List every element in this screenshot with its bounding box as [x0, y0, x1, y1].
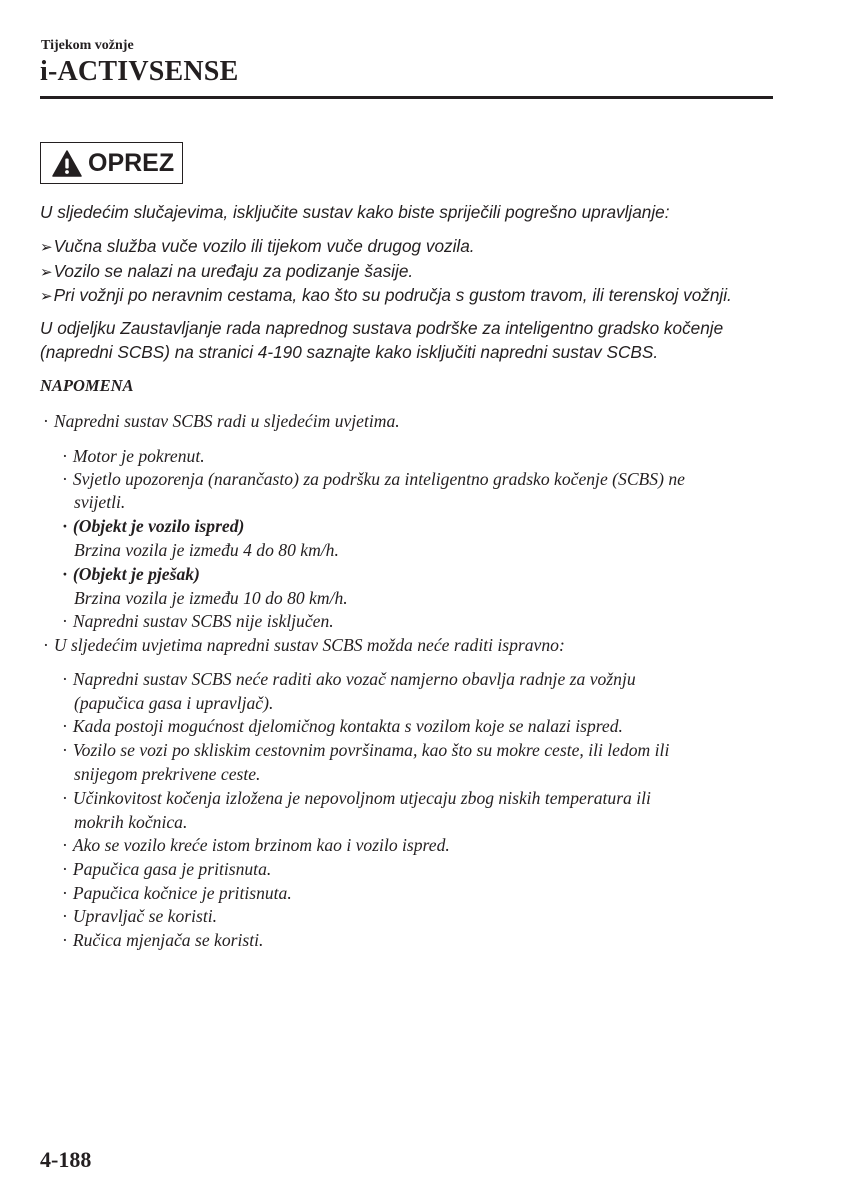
note-continuation: Brzina vozila je između 4 do 80 km/h.: [74, 540, 339, 560]
note-bullet: · Napredni sustav SCBS radi u sljedećim uvjetima.: [43, 411, 400, 431]
note-continuation: Brzina vozila je između 10 do 80 km/h.: [74, 588, 348, 608]
note-subbullet: · Ručica mjenjača se koristi.: [62, 930, 264, 950]
note-label: NAPOMENA: [40, 376, 134, 395]
caution-label: OPREZ: [88, 148, 175, 177]
caution-intro: U sljedećim slučajevima, isključite sustav kako biste spriječili pogrešno upravljanje:: [40, 202, 670, 222]
caution-reference-line: (napredni SCBS) na stranici 4-190 saznajte kako isključiti napredni sustav SCBS.: [40, 342, 659, 362]
note-subbullet: · Učinkovitost kočenja izložena je nepovoljnom utjecaju zbog niskih temperatura ili: [62, 788, 651, 808]
caution-item: ➢Pri vožnji po neravnim cestama, kao što su područja s gustom travom, ili terenskoj vožnji.: [40, 285, 732, 305]
note-subbullet: · Napredni sustav SCBS neće raditi ako vozač namjerno obavlja radnje za vožnju: [62, 669, 636, 689]
note-subbullet: · Motor je pokrenut.: [62, 446, 205, 466]
note-continuation: (papučica gasa i upravljač).: [74, 693, 274, 713]
caution-reference-line: U odjeljku Zaustavljanje rada naprednog sustava podrške za inteligentno gradsko kočenje: [40, 318, 724, 338]
note-subbullet: · Svjetlo upozorenja (narančasto) za podršku za inteligentno gradsko kočenje (SCBS) ne: [62, 469, 685, 489]
note-subbullet: · Vozilo se vozi po skliskim cestovnim površinama, kao što su mokre ceste, ili ledom ili: [62, 740, 670, 760]
note-subbullet: · (Objekt je pješak): [62, 564, 200, 584]
note-continuation: mokrih kočnica.: [74, 812, 188, 832]
note-bullet: · U sljedećim uvjetima napredni sustav SCBS možda neće raditi ispravno:: [43, 635, 565, 655]
warning-triangle-icon: [52, 150, 82, 177]
page-number: 4-188: [40, 1147, 92, 1172]
heading-rule: [40, 96, 773, 99]
section-label: Tijekom vožnje: [41, 38, 134, 53]
note-subbullet: · Napredni sustav SCBS nije isključen.: [62, 611, 334, 631]
caution-item: ➢Vučna služba vuče vozilo ili tijekom vuče drugog vozila.: [40, 236, 475, 256]
note-subbullet: · Papučica gasa je pritisnuta.: [62, 859, 272, 879]
note-continuation: snijegom prekrivene ceste.: [74, 764, 261, 784]
note-subbullet: · (Objekt je vozilo ispred): [62, 516, 245, 536]
note-continuation: svijetli.: [74, 492, 126, 512]
note-subbullet: · Papučica kočnice je pritisnuta.: [62, 883, 292, 903]
note-subbullet: · Upravljač se koristi.: [62, 906, 218, 926]
caution-box: [40, 142, 183, 184]
note-subbullet: · Ako se vozilo kreće istom brzinom kao i vozilo ispred.: [62, 835, 450, 855]
caution-item: ➢Vozilo se nalazi na uređaju za podizanje šasije.: [40, 261, 414, 281]
page-title: i-ACTIVSENSE: [40, 56, 239, 87]
note-subbullet: · Kada postoji mogućnost djelomičnog kontakta s vozilom koje se nalazi ispred.: [62, 716, 623, 736]
